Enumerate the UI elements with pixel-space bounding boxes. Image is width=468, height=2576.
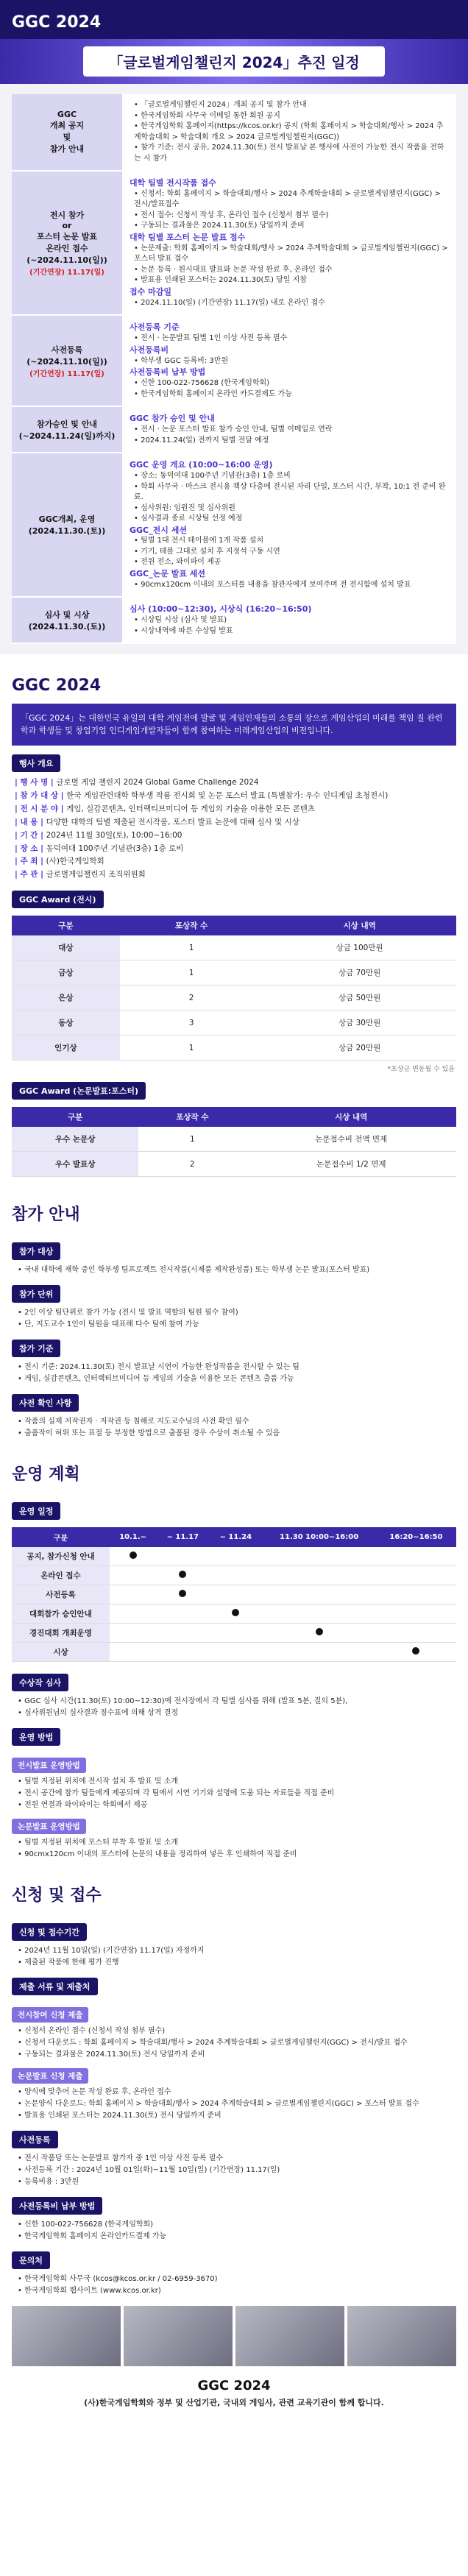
list-item: • 게임, 실감콘텐츠, 인터랙티브미디어 등 게임의 기술을 이용한 모든 콘텐츠 출품 가능 (18, 1373, 450, 1385)
column-header: 시상 내역 (263, 916, 456, 935)
deadline-extended: (기간연장) 11.17(일) (29, 269, 104, 277)
block-pill: 신청 및 접수기간 (12, 1923, 87, 1941)
list-item: • 기기, 테블 그대로 설치 후 지정석 구동 시연 (134, 547, 449, 558)
table-cell: 3 (120, 1011, 263, 1036)
section4-body (0, 1665, 468, 1861)
label-line: 온라인 접수 (46, 244, 88, 254)
schedule-label (12, 453, 122, 596)
block-list (0, 1696, 468, 1719)
section4-title: 운영 계획 (12, 1465, 80, 1485)
timeline-label: 사전등록 (12, 1585, 110, 1604)
list-item: • 한국게임학회 사무국 (kcos@kcos.or.kr / 02-6959-3670) (18, 2274, 450, 2285)
schedule-heading: GGC 참가 승인 및 안내 (130, 414, 215, 424)
schedule-heading: GGC 운영 개요 (10:00~16:00 운영) (130, 460, 273, 470)
timeline-cell (376, 1566, 456, 1585)
list-item: • 학부생 GGC 등록비: 3만원 (134, 356, 449, 367)
overview-value: 다양한 대학의 팀별 제출된 전시작품, 포스터 발표 논문에 대해 심사 및 시상 (46, 817, 299, 827)
schedule-list (130, 298, 449, 309)
award1-table (12, 916, 456, 1061)
overview-key: | 참 가 대 상 | (15, 791, 67, 801)
list-item: • 신한 100-022-756628 (한국게임학회) (18, 2219, 450, 2231)
block-list (0, 2153, 468, 2188)
overview-key: | 장 소 | (15, 843, 46, 853)
timeline-cell (262, 1643, 376, 1662)
list-item: • 작품의 실제 저작권자 · 저작권 등 침해로 지도교수님의 사전 확인 필수 (18, 1416, 450, 1428)
block-list (0, 1307, 468, 1331)
table-row (12, 1036, 456, 1061)
timeline-label: 경진대회 개최운영 (12, 1624, 110, 1643)
schedule-list (130, 333, 449, 344)
list-item: • 국내 대학에 재학 중인 학부생 팀프로젝트 전시작품(시제품 제작완성품) 또는 학부생 논문 발표(포스터 발표) (18, 1264, 450, 1276)
table-cell: 상금 30만원 (263, 1011, 456, 1036)
label-line: 및 (63, 132, 71, 142)
block-list (0, 1837, 468, 1861)
table-cell: 상금 50만원 (263, 986, 456, 1011)
section5-body (0, 1914, 468, 2297)
photo-strip (0, 2297, 468, 2369)
block-list (0, 1264, 468, 1276)
timeline-row (12, 1604, 456, 1624)
award-note: *포상금 변동될 수 있음 (387, 1066, 455, 1074)
list-item: • 신한 100-022-756628 (한국게임학회) (134, 378, 449, 389)
list-item: • 한국게임학회 홈페이지(https://kcos.or.kr) 공지 (학회 홈페이지 > 학술대회/행사 > 2024 추계학술대회 > 학술대회 개요 > 2024 글로벌게임챌린지(GGC)) (134, 121, 449, 143)
schedule-label (12, 316, 122, 406)
schedule-heading: 심사 (10:00~12:30), 시상식 (16:20~16:50) (130, 604, 312, 615)
block-list (0, 2087, 468, 2122)
list-item: • 심사결과 종료 시상팀 선정 예정 (134, 514, 449, 525)
timeline-cell (262, 1624, 376, 1643)
timeline-cell (209, 1604, 262, 1624)
overview-row (15, 803, 453, 816)
section2-title: GGC 2024 (12, 676, 102, 696)
timeline-label: 시상 (12, 1643, 110, 1662)
list-item: • 전시 · 논문발표 팀별 1인 이상 사전 등록 필수 (134, 333, 449, 344)
milestone-dot-icon (412, 1647, 419, 1655)
table-cell: 논문접수비 1/2 면제 (246, 1152, 456, 1177)
list-item: • 전원 연결과 와이파이는 학회에서 제공 (18, 1800, 450, 1811)
timeline-cell (156, 1566, 209, 1585)
award2-title: GGC Award (논문발표:포스터) (12, 1082, 146, 1100)
timeline-pill: 운영 일정 (12, 1502, 60, 1520)
list-item: • 2024.11.10(일) (기간연장) 11.17(일) 내로 온라인 접수 (134, 298, 449, 309)
list-item: • 전시 공간에 참가 팀들에게 제공되며 각 팀에서 시연 기기와 설명에 도움 되는 자료들을 직접 준비 (18, 1788, 450, 1800)
list-item: • 발표용 인쇄된 포스터는 2024.11.30(토) 당일 지참 (134, 275, 449, 286)
overview-value: 글로벌게임챌린지 조직위원회 (46, 870, 146, 880)
award2-table (12, 1107, 456, 1177)
list-item: • 심사위원님의 심사결과 점수표에 의해 상격 결정 (18, 1708, 450, 1719)
table-cell: 동상 (12, 1011, 120, 1036)
schedule-row (12, 598, 456, 644)
list-item: • 학회 사무국 · 마스크 전시용 책상 다층에 전시된 자리 단일, 포스터 시간, 부착, 10:1 전 준비 완료. (134, 482, 449, 503)
overview-value: 글로벌 게임 챌린지 2024 Global Game Challenge 2024 (56, 778, 259, 788)
list-item: • 전시 접수: 신청서 작성 후, 온라인 접수 (신청서 첨부 필수) (134, 210, 449, 222)
list-item: • 시상팀 시상 (심사 및 발표) (134, 615, 449, 626)
block-pill: 운영 방법 (12, 1728, 60, 1746)
list-item: • 발표용 인쇄된 포스터는 2024.11.30(토) 전시 당일까지 준비 (18, 2110, 450, 2122)
list-item: • 한국게임학회 웹사이트 (www.kcos.or.kr) (18, 2285, 450, 2297)
overview-row (15, 829, 453, 843)
event-photo (12, 2306, 121, 2366)
schedule-list (130, 356, 449, 367)
timeline-cell (156, 1547, 209, 1566)
timeline-cell (209, 1624, 262, 1643)
list-item: • 팀별 1대 전시 테이블에 1개 작품 설치 (134, 536, 449, 547)
column-header: 시상 내역 (246, 1107, 456, 1127)
timeline-label: 공지, 참가신청 안내 (12, 1547, 110, 1566)
timeline-cell (110, 1585, 156, 1604)
list-item: • 논문 등록 · 원시대표 발표와 논문 작성 완료 후, 온라인 접수 (134, 265, 449, 276)
block-pill: 사전등록 (12, 2131, 58, 2148)
table-header-row (12, 916, 456, 935)
label-line: 참가 안내 (49, 144, 85, 154)
timeline-cell (110, 1566, 156, 1585)
table-cell: 상금 20만원 (263, 1036, 456, 1061)
table-cell: 대상 (12, 935, 120, 960)
timeline-header-row (12, 1527, 456, 1547)
label-line: 전시 참가 (49, 210, 85, 221)
schedule-heading: 사전등록 기준 (130, 322, 180, 333)
block-pill: 참가 대상 (12, 1242, 60, 1260)
column-header: 포상작 수 (138, 1107, 246, 1127)
list-item: • 신청서 온라인 접수 (신청서 작성 첨부 필수) (18, 2025, 450, 2037)
overview-key: | 주 관 | (15, 870, 46, 880)
list-item: • 전시 작품당 또는 논문발표 참가자 중 1인 이상 사전 등록 필수 (18, 2153, 450, 2165)
list-item: • 사전등록 기간 : 2024년 10월 01일(화)~11월 10일(일) (기간연장) 11.17(일) (18, 2165, 450, 2176)
table-cell: 1 (120, 935, 263, 960)
timeline-cell (376, 1643, 456, 1662)
overview-key: | 행 사 명 | (15, 778, 57, 788)
list-item: • 전시 · 논문 포스터 발표 참가 승인 안내, 팀별 이메일로 연락 (134, 425, 449, 436)
list-item: • 장소: 동덕여대 100주년 기념관(3층) 1층 로비 (134, 471, 449, 482)
schedule-list (130, 244, 449, 286)
footer (0, 2369, 468, 2423)
list-item: • 2인 이상 팀단위로 참가 가능 (전시 및 발표 역할의 팀원 필수 참여) (18, 1307, 450, 1319)
schedule-body (122, 316, 456, 406)
timeline-cell (156, 1604, 209, 1624)
block-list (0, 1776, 468, 1811)
timeline-header: 11.30 10:00~16:00 (262, 1527, 376, 1547)
block-pill: 제출 서류 및 제출처 (12, 1978, 98, 1995)
award1-title: GGC Award (전시) (12, 891, 104, 908)
schedule-body (122, 94, 456, 170)
list-item: • 한국게임학회 홈페이지 온라인 카드결제도 가능 (134, 389, 449, 400)
overview-key: | 내 용 | (15, 817, 46, 827)
label-line: 참가승인 및 안내 (36, 419, 98, 429)
timeline-cell (262, 1547, 376, 1566)
list-item: • 신청서 다운로드 : 학회 홈페이지 > 학술대회/행사 > 2024 추계학술대회 > 글로벌게임챌린지(GGC) > 전시/발표 접수 (18, 2037, 450, 2049)
schedule-list (130, 100, 449, 164)
table-cell: 논문접수비 전액 면제 (246, 1127, 456, 1152)
list-item: • 신청서: 학회 홈페이지 > 학술대회/행사 > 2024 추계학술대회 > 글로벌게임챌린지(GGC) > 전시/발표접수 (134, 189, 449, 210)
label-line: (~2024.11.10(일)) (26, 255, 107, 266)
list-item: • 양식에 맞추어 논문 작성 완료 후, 온라인 접수 (18, 2087, 450, 2098)
column-header: 구분 (12, 1107, 138, 1127)
list-item: • 출품작이 허위 또는 표절 등 부정한 방법으로 출품된 경우 수상이 취소될 수 있음 (18, 1428, 450, 1440)
list-item: • 구동되는 결과물은 2024.11.30(토) 전시 당일까지 준비 (18, 2049, 450, 2061)
section3-body (0, 1234, 468, 1440)
label-line: (~2024.11.24(일)까지) (18, 431, 116, 441)
overview-key: | 전 시 분 야 | (15, 804, 67, 813)
list-item: • 논문제출: 학회 홈페이지 > 학술대회/행사 > 2024 추계학술대회 > 글로벌게임챌린지(GGC) > 포스터 발표 접수 (134, 244, 449, 265)
list-item: • 한국게임학회 사무국 이메일 통한 회원 공지 (134, 111, 449, 122)
overview-row (15, 868, 453, 882)
timeline-label: 대회참가 승인안내 (12, 1604, 110, 1624)
schedule-heading: 사전등록비 납부 방법 (130, 367, 206, 378)
schedule-body (122, 407, 456, 452)
table-cell: 2 (120, 986, 263, 1011)
list-item: • 전원 전소, 와이파이 제공 (134, 557, 449, 568)
section5-title: 신청 및 접수 (12, 1886, 102, 1906)
block-pill: 문의처 (12, 2251, 50, 2269)
timeline-table (12, 1527, 456, 1662)
label-line: (~2024.11.10(일)) (26, 356, 107, 367)
overview-row (15, 816, 453, 829)
timeline-row (12, 1643, 456, 1662)
deadline-extended: (기간연장) 11.17(일) (29, 369, 104, 378)
table-row (12, 1152, 456, 1177)
table-cell: 인기상 (12, 1036, 120, 1061)
list-item: • 전시 기준: 2024.11.30(토) 전시 발표날 시연이 가능한 완성작품을 전시할 수 있는 팀 (18, 1362, 450, 1373)
overview-list (0, 776, 468, 882)
block-pill: 참가 단위 (12, 1285, 60, 1303)
schedule-heading: GGC_논문 발표 세션 (130, 568, 206, 578)
schedule-heading: 대학 팀별 포스터 논문 발표 접수 (130, 232, 246, 242)
list-item: • 「글로벌게임챌린지 2024」개최 공지 및 참가 안내 (134, 100, 449, 111)
label-line: 심사 및 시상 (44, 609, 90, 620)
list-item: • 2024.11.24(일) 전까지 팀별 전달 예정 (134, 436, 449, 447)
overview-value: 2024년 11월 30일(토), 10:00~16:00 (46, 830, 182, 840)
schedule-row (12, 407, 456, 453)
list-item: • 2024년 11월 10일(일) (기간연장) 11.17(일) 자정까지 (18, 1945, 450, 1957)
list-item: • 구동되는 결과물은 2024.11.30(토) 당일까지 준비 (134, 221, 449, 232)
label-line: (2024.11.30.(토)) (28, 526, 106, 537)
list-item: • 팀별 지정된 위치에 전시작 설치 후 발표 및 소개 (18, 1776, 450, 1788)
overview-row (15, 790, 453, 803)
overview-key: | 기 간 | (15, 830, 46, 840)
list-item: • GGC 심사 시간(11.30(토) 10:00~12:30)에 전시장에서 각 팀별 심사를 위해 (발표 5분, 질의 5분), (18, 1696, 450, 1708)
banner-title: 「글로벌게임챌린지 2024」추진 일정 (83, 46, 384, 77)
block-list (0, 1945, 468, 1969)
table-row (12, 960, 456, 986)
label-line: 사전등록 (51, 344, 83, 355)
event-photo (124, 2306, 233, 2366)
overview-value: (사)한국게임학회 (46, 857, 104, 866)
list-item: • 90cmx120cm 이내의 포스터를 내용을 참관자에게 보여주며 전 전시함에 설치 발표 (134, 580, 449, 591)
milestone-dot-icon (232, 1609, 239, 1616)
timeline-cell (110, 1643, 156, 1662)
table-cell: 우수 논문상 (12, 1127, 138, 1152)
schedule-label (12, 598, 122, 643)
table-row (12, 935, 456, 960)
schedule-row (12, 94, 456, 171)
table-cell: 우수 발표상 (12, 1152, 138, 1177)
timeline-cell (209, 1585, 262, 1604)
timeline-header: 16:20~16:50 (376, 1527, 456, 1547)
block-sub: 전시참여 신청 제출 (12, 2007, 88, 2023)
list-item: • 제출된 작품에 한해 평가 진행 (18, 1957, 450, 1969)
list-item: • 등록비용 : 3만원 (18, 2176, 450, 2188)
overview-row (15, 776, 453, 790)
timeline-cell (376, 1604, 456, 1624)
block-sub: 전시발표 운영방법 (12, 1758, 86, 1773)
timeline-cell (209, 1566, 262, 1585)
table-header-row (12, 1107, 456, 1127)
footer-sub: (사)한국게임학회와 정부 및 산업기관, 국내외 게임사, 관련 교육기관이 함께 합니다. (84, 2398, 384, 2408)
table-cell: 상금 70만원 (263, 960, 456, 986)
list-item: • 90cmx120cm 이내의 포스터에 논문의 내용을 정리하여 넣은 후 인쇄하여 직접 준비 (18, 1849, 450, 1861)
overview-key: | 주 최 | (15, 857, 46, 866)
timeline-cell (110, 1604, 156, 1624)
overview-row (15, 843, 453, 856)
schedule-row (12, 316, 456, 407)
timeline-cell (156, 1585, 209, 1604)
intro-text: 「GGC 2024」는 대한민국 유일의 대학 게임전에 발굴 및 게임인재들의 소통의 장으로 게임산업의 미래를 책임 질 관련학과 학생들 및 창업기업 인디게임개발자들이 함께 참여하는 미래게임산업의 비전입니다. (12, 704, 456, 746)
block-list (0, 2219, 468, 2243)
list-item: • 단, 지도교수 1인이 팀원을 대표해 다수 팀에 참여 가능 (18, 1319, 450, 1331)
overview-value: 게임, 실감콘텐츠, 인터랙티브미디어 등 게임의 기술을 이용한 모든 콘텐츠 (66, 804, 315, 813)
timeline-header: ~ 11.17 (156, 1527, 209, 1547)
timeline-cell (156, 1643, 209, 1662)
table-cell: 2 (138, 1152, 246, 1177)
timeline-cell (262, 1566, 376, 1585)
label-line: 포스터 논문 발표 (36, 232, 98, 242)
list-item: • 시상내역에 따른 수상팀 발표 (134, 626, 449, 637)
schedule-heading: 사전등록비 (130, 344, 169, 355)
label-line: 개최 공지 (49, 121, 85, 130)
timeline-row (12, 1566, 456, 1585)
list-item: • 참가 기준: 전시 공유, 2024.11.30(토) 전시 발표날 본 행사에 사전이 가능한 전시 작품을 전하는 시 참가 (134, 143, 449, 164)
label-line: (2024.11.30.(토)) (28, 621, 106, 631)
timeline-row (12, 1585, 456, 1604)
schedule-list (130, 189, 449, 232)
milestone-dot-icon (130, 1551, 137, 1559)
overview-value: 동덕여대 100주년 기념관(3층) 1층 로비 (46, 843, 184, 853)
timeline-cell (110, 1547, 156, 1566)
timeline-cell (376, 1547, 456, 1566)
block-pill: 참가 기준 (12, 1340, 60, 1357)
section3-title: 참가 안내 (12, 1206, 80, 1225)
label-line: or (62, 221, 72, 231)
table-cell: 1 (120, 960, 263, 986)
table-cell: 1 (138, 1127, 246, 1152)
block-pill: 사전 확인 사항 (12, 1394, 79, 1412)
header (0, 0, 468, 39)
timeline-row (12, 1547, 456, 1566)
list-item: • 심사위원: 임원진 및 심사위원 (134, 503, 449, 514)
block-sub: 논문발표 운영방법 (12, 1819, 86, 1834)
label-line: GGC개최, 운영 (38, 514, 96, 525)
block-pill: 수상작 심사 (12, 1674, 68, 1691)
milestone-dot-icon (179, 1590, 186, 1597)
timeline-cell (156, 1624, 209, 1643)
block-sub: 논문발표 신청 제출 (12, 2068, 88, 2084)
block-list (0, 2274, 468, 2297)
milestone-dot-icon (179, 1571, 186, 1578)
schedule-heading: 접수 마감일 (130, 286, 171, 297)
table-row (12, 1127, 456, 1152)
timeline-header: 구분 (12, 1527, 110, 1547)
timeline-label: 온라인 접수 (12, 1566, 110, 1585)
block-pill: 사전등록비 납부 방법 (12, 2197, 102, 2215)
overview-value: 한국 게임관련대학 학부생 작품 전시회 및 논문 포스터 발표 (특별참가: 우수 인디게임 초청전시) (66, 791, 389, 801)
timeline-row (12, 1624, 456, 1643)
banner (0, 39, 468, 84)
schedule-body (122, 598, 456, 643)
timeline-cell (110, 1624, 156, 1643)
schedule-heading: GGC_전시 세션 (130, 525, 187, 535)
block-list (0, 2025, 468, 2061)
schedule-table (0, 84, 468, 654)
milestone-dot-icon (316, 1628, 323, 1635)
schedule-heading: 대학 팀별 전시작품 접수 (130, 178, 216, 188)
event-photo (235, 2306, 344, 2366)
list-item: • 팀별 지정된 위치에 포스터 부착 후 발표 및 소개 (18, 1837, 450, 1849)
table-cell: 금상 (12, 960, 120, 986)
table-cell: 1 (120, 1036, 263, 1061)
timeline-cell (376, 1624, 456, 1643)
schedule-list (130, 378, 449, 400)
schedule-list (130, 471, 449, 525)
table-row (12, 986, 456, 1011)
timeline-header: 10.1.~ (110, 1527, 156, 1547)
schedule-row (12, 171, 456, 316)
header-title: GGC 2024 (12, 13, 102, 32)
table-row (12, 1011, 456, 1036)
timeline-header: ~ 11.24 (209, 1527, 262, 1547)
column-header: 구분 (12, 916, 120, 935)
footer-title: GGC 2024 (197, 2378, 271, 2394)
overview-row (15, 855, 453, 868)
schedule-label (12, 171, 122, 314)
column-header: 포상작 수 (120, 916, 263, 935)
list-item: • 한국게임학회 홈페이지 온라인카드결제 가능 (18, 2231, 450, 2243)
label-line: GGC (57, 110, 77, 119)
block-list (0, 1362, 468, 1385)
schedule-list (130, 615, 449, 637)
schedule-body (122, 171, 456, 314)
timeline-cell (209, 1643, 262, 1662)
schedule-label (12, 94, 122, 170)
timeline-cell (262, 1585, 376, 1604)
table-cell: 은상 (12, 986, 120, 1011)
schedule-list (130, 425, 449, 446)
event-photo (347, 2306, 456, 2366)
block-list (0, 1416, 468, 1440)
schedule-row (12, 453, 456, 598)
timeline-cell (376, 1585, 456, 1604)
schedule-body (122, 453, 456, 596)
list-item: • 논문양식 다운로드: 학회 홈페이지 > 학술대회/행사 > 2024 추계학술대회 > 글로벌게임챌린지(GGC) > 포스터 발표 접수 (18, 2098, 450, 2110)
schedule-label (12, 407, 122, 452)
table-cell: 상금 100만원 (263, 935, 456, 960)
schedule-list (130, 536, 449, 568)
schedule-list (130, 580, 449, 591)
timeline-cell (262, 1604, 376, 1624)
overview-pill: 행사 개요 (12, 754, 60, 772)
timeline-cell (209, 1547, 262, 1566)
